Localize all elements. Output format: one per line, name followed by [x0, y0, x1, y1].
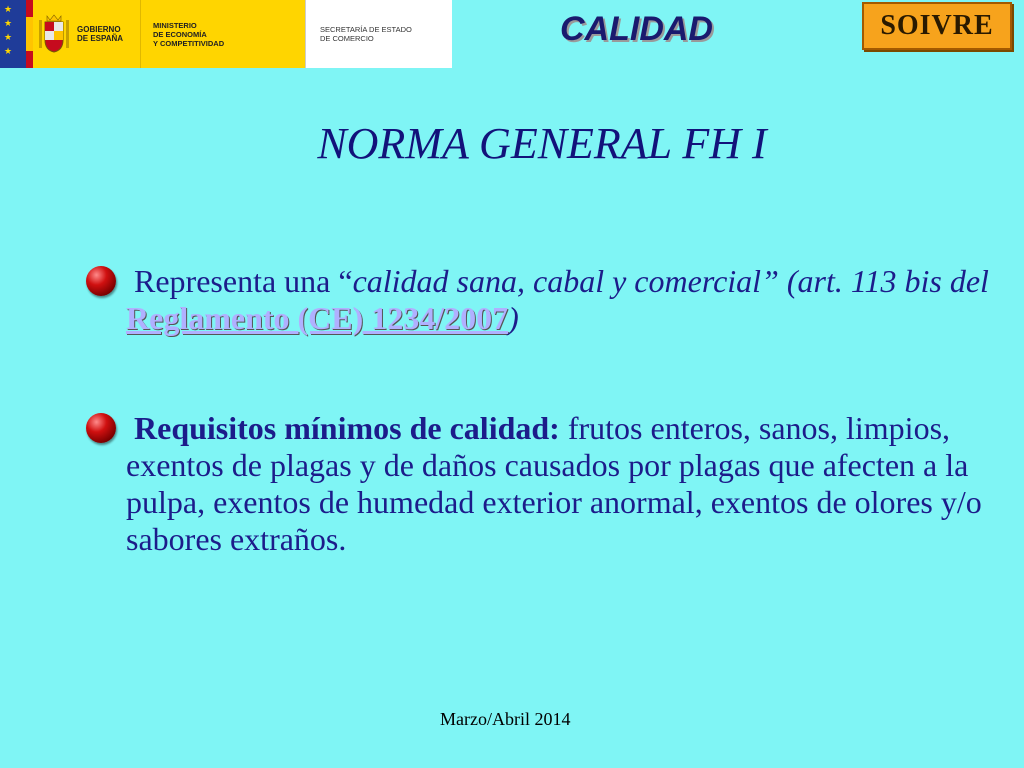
bullet-2-text: frutos enteros, sanos, limpios, exentos de plagas y de daños causados por plagas que afecten a la pulpa, exentos de humedad exterior anormal, exentos de olores y/o sabores extraños.	[126, 410, 982, 557]
bullet-1-prefix: Representa una “	[134, 263, 353, 299]
reglamento-link[interactable]: Reglamento (CE) 1234/2007	[126, 300, 509, 336]
bullet-icon	[86, 266, 116, 296]
gobierno-logo	[33, 0, 141, 68]
bullet-1-italic-text: calidad sana, cabal y comercial” (art. 113 bis del	[352, 263, 989, 299]
secretaria-text: SECRETARÍA DE ESTADO DE COMERCIO	[320, 25, 412, 43]
header-title: CALIDAD	[560, 10, 713, 48]
bullet-1-suffix: )	[508, 300, 519, 336]
secretaria-logo	[305, 0, 452, 68]
government-logo-strip	[0, 0, 452, 68]
bullet-2-label: Requisitos mínimos de calidad:	[134, 410, 560, 446]
coat-of-arms-icon	[37, 12, 71, 56]
slide-title: NORMA GENERAL FH I	[317, 119, 767, 168]
eu-flag-icon: ★ ★ ★ ★	[0, 0, 26, 68]
soivre-badge-label: SOIVRE	[880, 10, 994, 41]
bullet-item-2	[126, 410, 1006, 558]
ministerio-text: MINISTERIO DE ECONOMÍA Y COMPETITIVIDAD	[153, 20, 225, 48]
bullet-icon	[86, 413, 116, 443]
spain-flag-icon	[26, 0, 33, 68]
ministerio-logo	[141, 0, 305, 68]
bullet-item-1	[126, 263, 1006, 337]
gobierno-text: GOBIERNO DE ESPAÑA	[77, 25, 124, 43]
footer-date: Marzo/Abril 2014	[440, 709, 571, 729]
soivre-badge	[862, 2, 1012, 50]
